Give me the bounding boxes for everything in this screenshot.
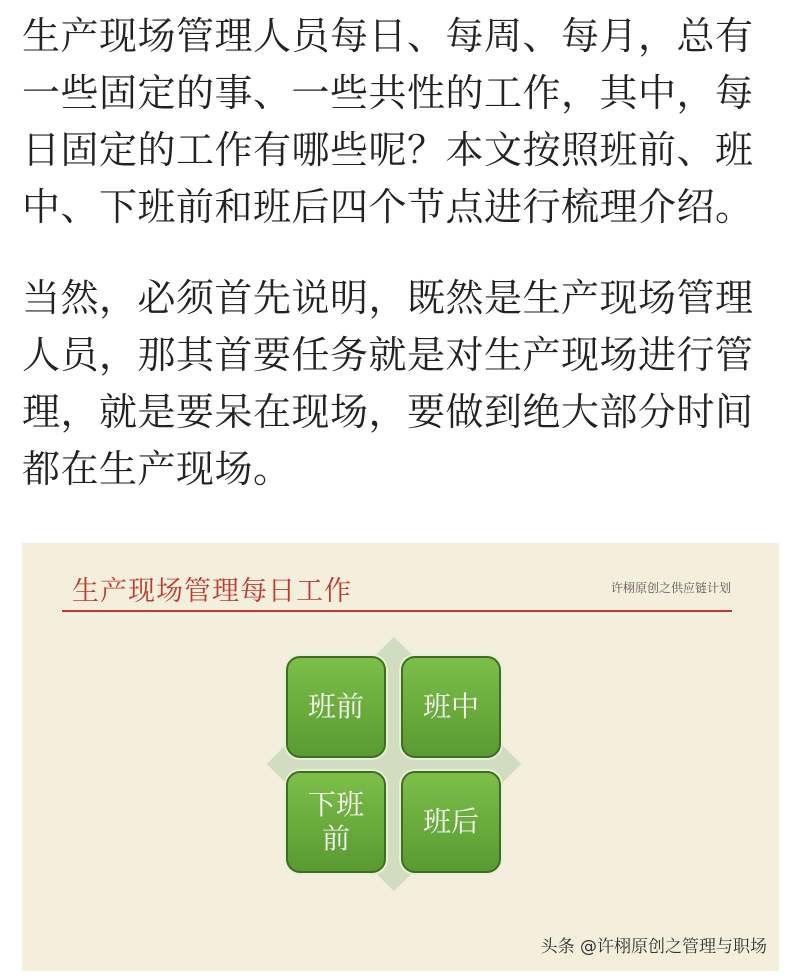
text-line: 人员，那其首要任务就是对生产现场进行管	[22, 333, 754, 377]
quadrant-before-leaving	[286, 771, 386, 873]
slide-title: 生产现场管理每日工作	[72, 576, 352, 607]
slide-brand: 许栩原创之供应链计划	[610, 581, 731, 595]
text-line: 理，就是要呆在现场，要做到绝大部分时间	[22, 390, 754, 434]
text-line: 日固定的工作有哪些呢？本文按照班前、班	[22, 128, 754, 172]
quadrant-after-shift: 班后	[401, 771, 501, 873]
intro-paragraph	[22, 8, 782, 236]
note-paragraph	[22, 270, 782, 498]
slide-image[interactable]	[22, 543, 779, 971]
quadrant-label: 下班前	[307, 788, 364, 855]
text-line: 当然，必须首先说明，既然是生产现场管理	[22, 276, 754, 320]
text-line: 生产现场管理人员每日、每周、每月，总有	[22, 14, 754, 58]
title-divider	[62, 610, 732, 612]
quadrant-before-shift: 班前	[286, 656, 386, 758]
quadrant-during-shift: 班中	[401, 656, 501, 758]
text-line: 中、下班前和班后四个节点进行梳理介绍。	[22, 185, 754, 229]
text-line: 都在生产现场。	[22, 447, 292, 491]
text-line: 一些固定的事、一些共性的工作，其中，每	[22, 71, 754, 115]
watermark: 头条 @许栩原创之管理与职场	[540, 937, 767, 957]
